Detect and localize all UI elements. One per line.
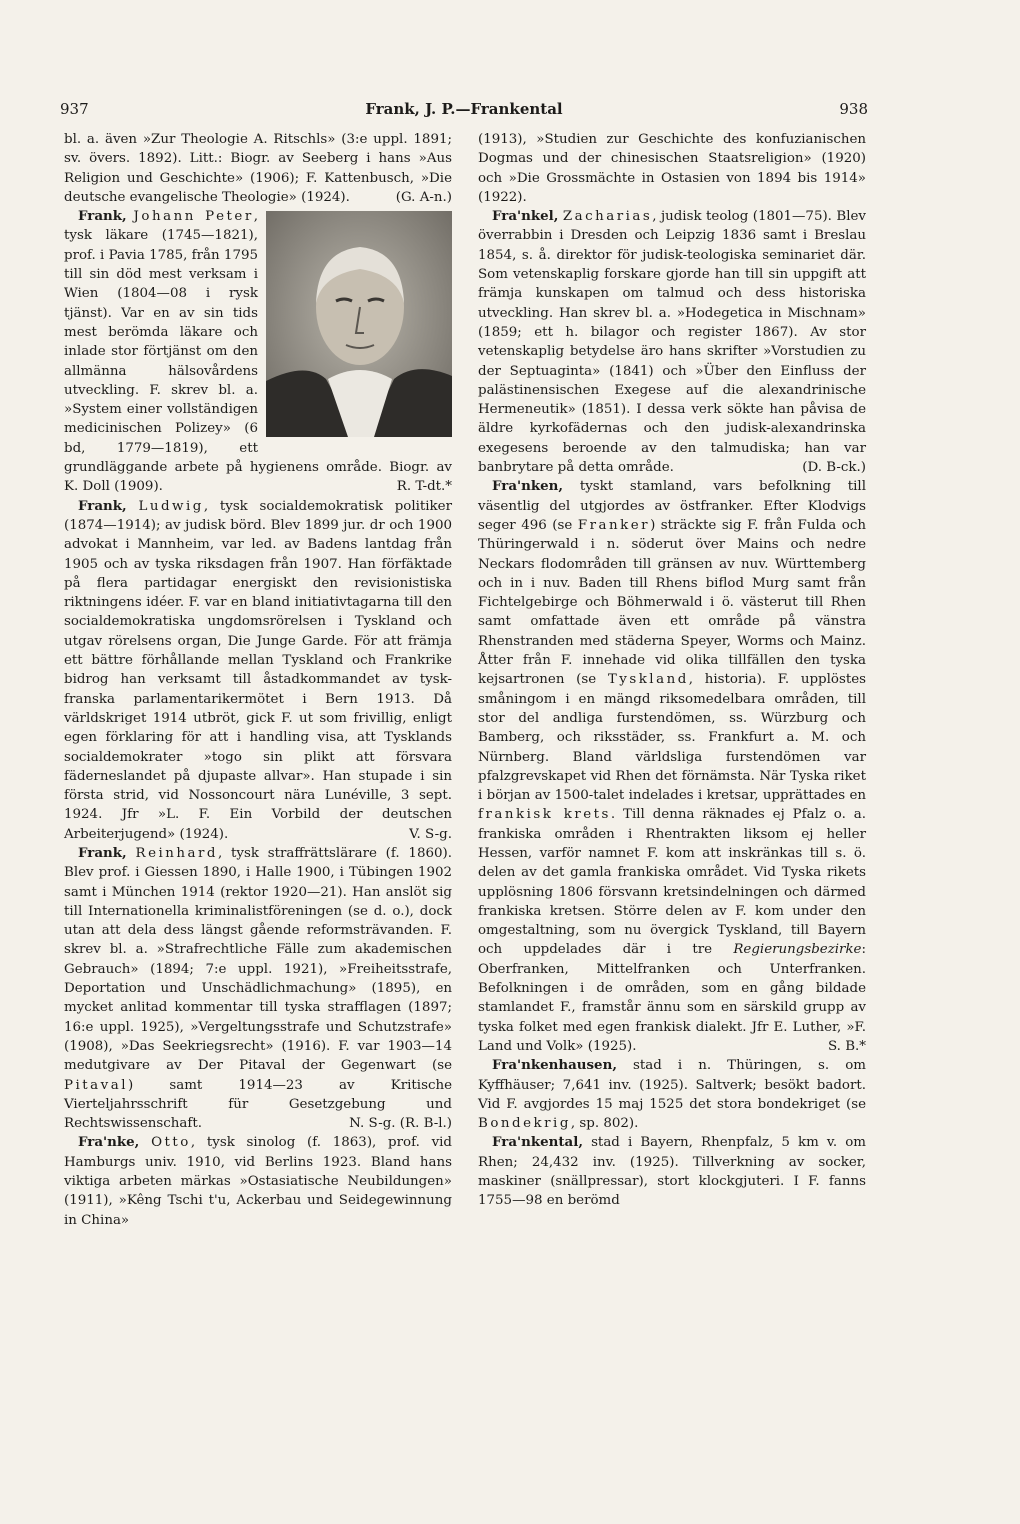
author-signature: N. S-g. (R. B-l.)	[349, 1116, 452, 1132]
author-signature: V. S-g.	[409, 826, 452, 842]
entry-continuation: bl. a. även »Zur Theologie A. Ritschls» (3:e uppl. 1891; sv. övers. 1892). Litt.: Biogr. av Seeberg i hans »Aus Religion und Geschichte» (1906); F. Kattenbusch, »Die deutsche evangelische Theologie» (1924). (G. A-n.)	[64, 130, 452, 207]
entry-franke-otto: Fra'nke, Otto, tysk sinolog (f. 1863), prof. vid Hamburgs univ. 1910, vid Berlins 1923. Bland hans viktiga arbeten märkas »Ostasiatische Neubildungen» (1911), »Kêng Tschi t'u, Ackerbau und Seidegewinnung in China»	[64, 1134, 452, 1228]
entry-frankel-zacharias: Fra'nkel, Zacharias, judisk teolog (1801—75). Blev överrabbin i Dresden och Leipzig 1836 samt i Breslau 1854, s. å. direktor för judisk-teologiska seminariet där. Som vetenskaplig forskare gjorde han till sin uppgift att främja kunskapen om talmud och dess historiska utveckling. Han skrev bl. a. »Hodegetica in Mischnam» (1859; ett h. bilagor och register 1867). Av stor vetenskaplig betydelse äro hans skrifter »Vorstudien zu der Septuaginta» (1841) och »Über den Einfluss der palästinensischen Exegese auf die alexandrinische Hermeneutik» (1851). I dessa verk sökte han påvisa de äldre kyrkofädernas och den judisk-alexandrinska exegesens beroende av den talmudiska; han var banbrytare på detta område. (D. B-ck.)	[478, 207, 866, 477]
cross-reference: Franker	[577, 517, 651, 533]
entry-name: Ludwig	[138, 498, 204, 514]
entry-headword: Frank,	[78, 208, 127, 225]
entry-frankenhausen: Fra'nkenhausen, stad i n. Thüringen, s. om Kyffhäuser; 7,641 inv. (1925). Saltverk; besökt badort. Vid F. avgjordes 15 maj 1525 det stora bondekriget (se Bondekrig, sp. 802).	[478, 1057, 866, 1132]
entry-headword: Fra'nkental,	[492, 1134, 583, 1151]
entry-name: Zacharias	[562, 209, 653, 225]
entry-name: Johann Peter	[133, 209, 254, 225]
page-number-left: 937	[60, 100, 89, 118]
entry-headword: Fra'nke,	[78, 1134, 140, 1151]
entry-name: Otto	[151, 1135, 191, 1151]
entry-headword: Frank,	[78, 497, 127, 514]
entry-headword: Fra'nken,	[492, 478, 564, 495]
italic-term: Regierungsbezirke	[733, 942, 862, 958]
entry-frank-reinhard: Frank, Reinhard, tysk straffrättslärare (f. 1860). Blev prof. i Giessen 1890, i Halle 1900, i Tübingen 1902 samt i München 1914 (rektor 1920—21). Han anslöt sig till Internationella kriminalistföreningen (se d. o.), dock utan att dela dess längst gående reformsträvanden. F. skrev bl. a. »Strafrechtliche Fälle zum akademischen Gebrauch» (1894; 7:e uppl. 1921), »Freiheitsstrafe, Deportation und Unschädlichmachung» (1895), en mycket anlitad kommentar till tyska strafflagen (1897; 16:e uppl. 1925), »Vergeltungsstrafe und Schutzstrafe» (1908), »Das Seekriegsrecht» (1916). F. var 1903—14 medutgivare av Der Pitaval der Gegenwart (se Pitaval) samt 1914—23 av Kritische Vierteljahrsschrift für Gesetzgebung und Rechtswissenschaft. N. S-g. (R. B-l.)	[64, 844, 452, 1133]
left-column	[64, 130, 452, 1230]
page-number-right: 938	[839, 100, 868, 118]
page-header	[60, 98, 868, 120]
cross-reference: Pitaval	[64, 1077, 128, 1093]
running-title: Frank, J. P.—Frankental	[365, 100, 563, 118]
entry-continuation: (1913), »Studien zur Geschichte des konfuzianischen Dogmas und der chinesischen Staatsreligion» (1920) och »Die Grossmächte in Ostasien von 1894 bis 1914» (1922).	[478, 132, 866, 205]
entry-headword: Fra'nkel,	[492, 208, 559, 225]
portrait-image	[266, 211, 452, 437]
entry-frankental: Fra'nkental, stad i Bayern, Rhenpfalz, 5 km v. om Rhen; 24,432 inv. (1925). Tillverkning av socker, maskiner (snällpressar), stort klockgjuteri. I F. fanns 1755—98 en berömd	[478, 1134, 866, 1209]
entry-headword: Frank,	[78, 844, 127, 861]
author-signature: (D. B-ck.)	[802, 460, 866, 476]
cross-reference: Tyskland	[607, 672, 689, 688]
cross-reference: frankisk krets	[478, 807, 611, 823]
cross-reference: Bondekrig	[478, 1116, 571, 1132]
entry-frank-ludwig: Frank, Ludwig, tysk socialdemokratisk politiker (1874—1914); av judisk börd. Blev 1899 jur. dr och 1900 advokat i Mannheim, var led. av Badens lantdag från 1905 och av tyska riksdagen från 1907. Han förfäktade på flera partidagar energiskt den revisionistiska riktningens idéer. F. var en bland initiativtagarna till den socialdemokratiska ungdomsrörelsen i Tyskland och utgav rörelsens organ, Die Junge Garde. För att främja ett bättre förhållande mellan Tyskland och Frankrike bidrog han verksamt till åstadkommandet av tysk-franska parlamentarikermötet i Bern 1913. Då världskriget 1914 utbröt, gick F. ut som frivillig, enligt egen förklaring för att i handling visa, att Tysklands socialdemokrater »togo sin plikt att försvara fäderneslandet på djupaste allvar». Han stupade i sin första strid, vid Nossoncourt nära Lunéville, 3 sept. 1924. Jfr »L. F. Ein Vorbild der deutschen Arbeiterjugend» (1924). V. S-g.	[64, 497, 452, 844]
entry-name: Reinhard	[135, 845, 218, 861]
author-signature: (G. A-n.)	[395, 189, 452, 205]
entry-franken: Fra'nken, tyskt stamland, vars befolkning till väsentlig del utgjordes av östfranker. Efter Klodvigs seger 496 (se Franker) sträckte sig F. från Fulda och Thüringerwald i n. söderut över Mains och nedre Neckars flodområden till gränsen av nuv. Württemberg och in i nuv. Baden till Rhens biflod Murg samt från Fichtelgebirge och Böhmerwald i ö. västerut till Rhen samt omfattade även ett område på vänstra Rhenstranden med städerna Speyer, Worms och Mainz. Åtter från F. innehade vid olika tillfällen den tyska kejsartronen (se Tyskland, historia). F. upplöstes småningom i en mängd riksomedelbara områden, till stor del andliga furstendömen, ss. Würzburg och Bamberg, och riksstäder, ss. Frankfurt a. M. och Nürnberg. Bland världsliga furstendömen var pfalzgrevskapet vid Rhen det förnämsta. När Tyska riket i början av 1500-talet indelades i kretsar, upprättades en frankisk krets. Till denna räknades ej Pfalz o. a. frankiska områden i Rhentrakten liksom ej heller Hessen, varför namnet F. kom att inskränkas till s. ö. delen av det gamla frankiska området. Vid Tyska rikets upplösning 1806 försvann kretsindelningen och därmed frankiska kretsen. Större delen av F. kom under den omgestaltning, som nu övergick Tyskland, till Bayern och uppdelades där i tre Regierungsbezirke: Oberfranken, Mittelfranken och Unterfranken. Befolkningen i de områden, som en gång bildade stamlandet F., framstår ännu som en särskild grupp av tyska folket med egen frankisk dialekt. Jfr E. Luther, »F. Land und Volk» (1925). S. B.*	[478, 477, 866, 1056]
author-signature: S. B.*	[827, 1038, 866, 1054]
right-column	[478, 130, 866, 1211]
author-signature: R. T-dt.*	[396, 479, 452, 495]
entry-frank-johann-peter: Frank, Johann Peter, tysk läkare (1745—1821), prof. i Pavia 1785, från 1795 till sin död mest verksam i Wien (1804—08 i rysk tjänst). Var en av sin tids mest berömda läkare och inlade stor förtjänst om den allmänna hälsovårdens utveckling. F. skrev bl. a. »System einer vollständigen medicinischen Polizey» (6 bd, 1779—1819), ett grundläggande arbete på hygienens område. Biogr. av K. Doll (1909). R. T-dt.*	[64, 207, 452, 496]
entry-headword: Fra'nkenhausen,	[492, 1057, 617, 1074]
